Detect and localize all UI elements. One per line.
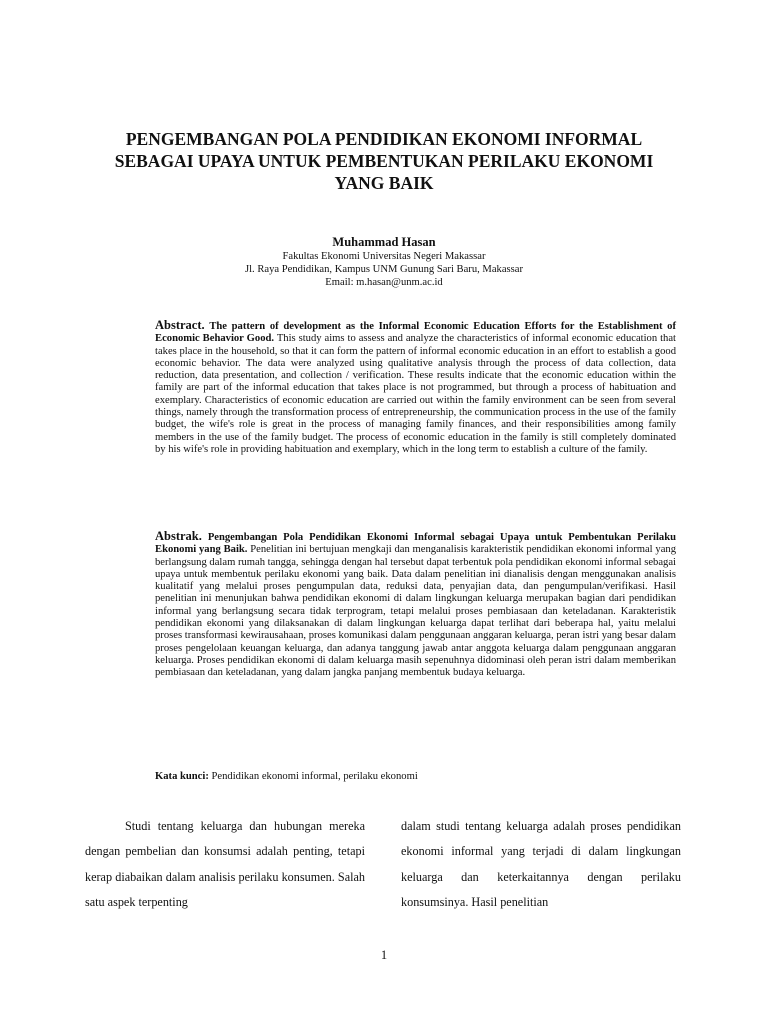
author-block	[150, 234, 618, 289]
abstract-en-text: This study aims to assess and analyze the characteristics of informal economic education that takes place in the household, so that it can form the pattern of informal economic education in an effort to establish a good economic behavior. The data were analyzed using qualitative analysis through the process of data collection, data reduction, data presentation, and collection / verification. These results indicate that the economic education within the family are part of the informal education that takes place is not programmed, but through a process of habituation and exemplary. Characteristics of economic education are carried out within the family environment can be seen from several things, namely through the transformation process of entrepreneurship, the communication process in the use of the family budget, the wife's role is great in the process of managing family finances, and their responsibilities among family members in the use of the family budget. The process of economic education in the family is still completely dominated by his wife's role in providing habituation and exemplary, which in the long term to establish a culture of the family.	[155, 333, 676, 455]
paper-title	[96, 128, 672, 194]
body-column-right	[401, 814, 681, 915]
body-column-left	[85, 814, 365, 915]
abstract-english	[155, 319, 676, 456]
page-number: 1	[380, 948, 388, 962]
abstract-indonesian	[155, 530, 676, 680]
abstract-en-title: The pattern of development as the Informal Economic Education Efforts for the Establishment of Economic Behavior Good.	[155, 321, 676, 345]
title-line-2: SEBAGAI UPAYA UNTUK PEMBENTUKAN PERILAKU EKONOMI	[114, 151, 654, 171]
author-address: Jl. Raya Pendidikan, Kampus UNM Gunung Sari Baru, Makassar	[244, 264, 524, 275]
abstract-id-title: Pengembangan Pola Pendidikan Ekonomi Informal sebagai Upaya untuk Pembentukan Perilaku Ekonomi yang Baik.	[155, 532, 676, 556]
author-affiliation: Fakultas Ekonomi Universitas Negeri Makassar	[282, 251, 486, 262]
keywords-label: Kata kunci:	[155, 771, 209, 782]
keywords-text: Pendidikan ekonomi informal, perilaku ekonomi	[211, 771, 418, 782]
abstract-en-label: Abstract.	[155, 318, 205, 332]
author-email: Email: m.hasan@unm.ac.id	[325, 277, 443, 288]
title-line-3: YANG BAIK	[334, 173, 434, 193]
body-paragraph-right: dalam studi tentang keluarga adalah proses pendidikan ekonomi informal yang terjadi di dalam lingkungan keluarga dan keterkaitannya dengan perilaku konsumsinya. Hasil penelitian	[401, 819, 681, 909]
abstract-id-text: Penelitian ini bertujuan mengkaji dan menganalisis karakteristik pendidikan ekonomi informal yang berlangsung dalam rumah tangga, sehingga dengan hal tersebut dapat terbentuk pola pendidikan ekonomi informal sebagai upaya untuk membentuk perilaku ekonomi yang baik. Data dalam penelitian ini dianalisis dengan menggunakan analisis kualitatif yang melalui proses pengumpulan data, reduksi data, penyajian data, dan pengumpulan/verifikasi. Hasil penelitian ini menunjukan bahwa pendidikan ekonomi di dalam lingkungan keluarga merupakan bagian dari pendidikan informal yang berlangsung secara tidak terprogram, tetapi melalui proses pembiasaan dan keteladanan. Karakteristik pendidikan ekonomi yang dilaksanakan di dalam lingkungan keluarga dapat terlihat dari beberapa hal, yaitu melalui proses transformasi kewirausahaan, proses komunikasi dalam penggunaan anggaran keluarga, peran istri yang besar dalam proses pengelolaan keuangan keluarga, dan adanya tanggung jawab antar anggota keluarga dalam penggunaan anggaran keluarga. Proses pendidikan ekonomi di dalam keluarga masih sepenuhnya didominasi oleh peran istri dalam memberikan pembiasaan dan keteladanan, yang dalam jangka panjang membentuk budaya keluarga.	[155, 544, 677, 679]
title-line-1: PENGEMBANGAN POLA PENDIDIKAN EKONOMI INFORMAL	[125, 129, 643, 149]
body-paragraph-left: Studi tentang keluarga dan hubungan mereka dengan pembelian dan konsumsi adalah penting, tetapi kerap diabaikan dalam analisis perilaku konsumen. Salah satu aspek terpenting	[85, 819, 365, 909]
author-name: Muhammad Hasan	[332, 235, 436, 249]
keywords	[155, 770, 676, 783]
abstract-id-label: Abstrak.	[155, 529, 202, 543]
